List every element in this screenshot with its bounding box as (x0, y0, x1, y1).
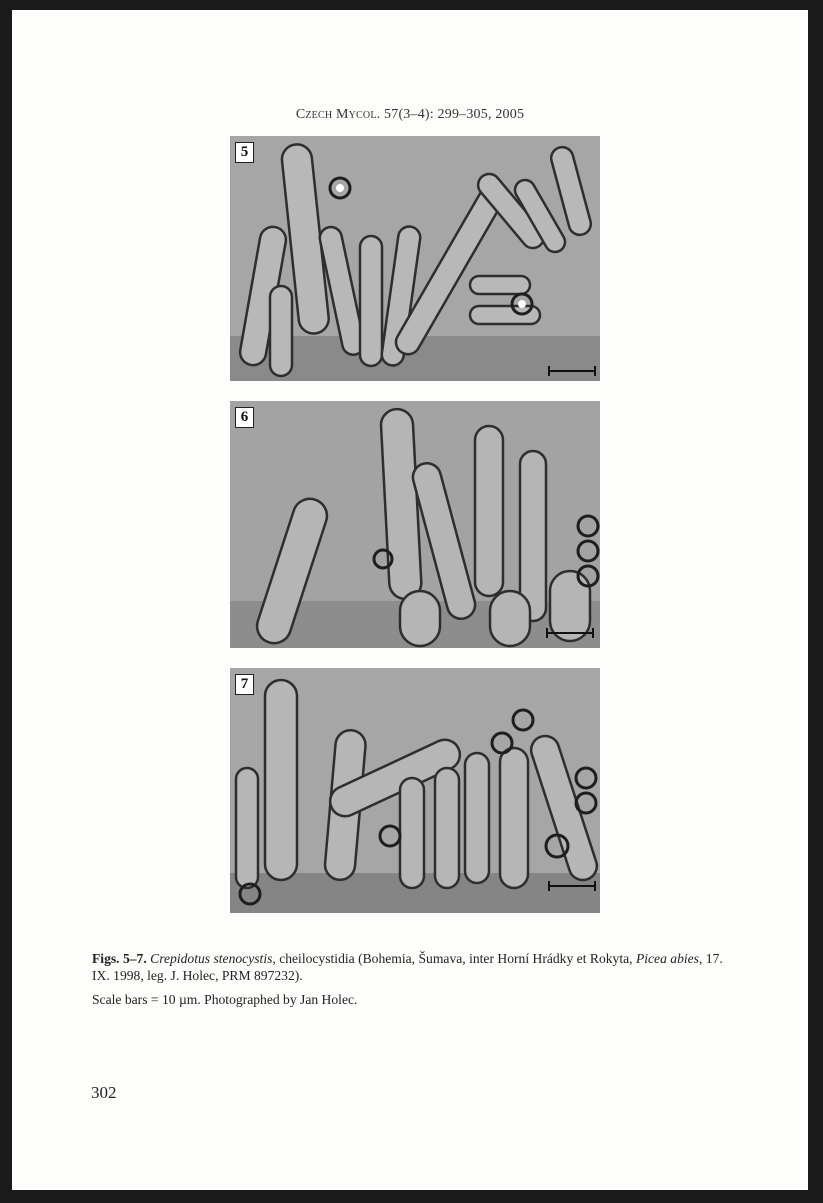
micrograph-7 (230, 668, 600, 913)
caption-text-1: , cheilocystidia (Bohemia, Šumava, inter Horní Hrádky et Rokyta, (272, 951, 636, 966)
micrograph-5 (230, 136, 600, 381)
figure-6-photo (230, 401, 600, 648)
scale-bar-5 (548, 366, 596, 376)
caption-text-2: , 17. IX. 1998, leg. J. Holec, PRM 897232). (92, 951, 723, 983)
figure-caption (92, 950, 732, 1015)
figure-7-photo (230, 668, 600, 913)
journal-citation: 57(3–4): 299–305, 2005 (380, 107, 525, 122)
caption-host: Picea abies (635, 951, 699, 966)
journal-name: Czech Mycol. (295, 107, 381, 122)
caption-scale-note: Scale bars = 10 µm. Photographed by Jan Holec. (92, 992, 358, 1007)
caption-species: Crepidotus stenocystis (150, 951, 273, 966)
page (12, 10, 808, 1190)
scale-bar-7 (548, 881, 596, 891)
page-number: 302 (91, 1083, 117, 1102)
figure-5-photo (230, 136, 600, 381)
figure-5-label: 5 (235, 142, 254, 163)
figure-6-label: 6 (235, 407, 254, 428)
caption-figs-label: Figs. 5–7. (92, 951, 147, 966)
caption-main (92, 950, 732, 984)
micrograph-6 (230, 401, 600, 648)
running-head (12, 107, 808, 123)
scale-bar-6 (546, 628, 594, 638)
figure-7-label: 7 (235, 674, 254, 695)
